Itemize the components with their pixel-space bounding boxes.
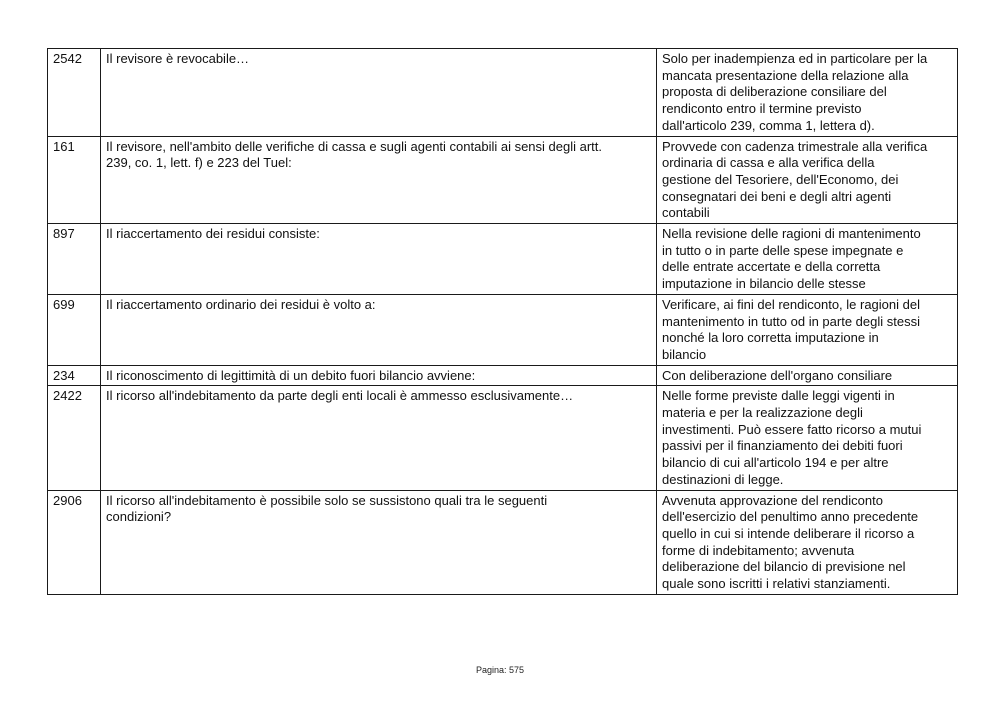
question-id: 897 [48,224,101,295]
question-id: 2906 [48,490,101,594]
table-row [48,224,958,295]
question-text: Il ricorso all'indebitamento da parte degli enti locali è ammesso esclusivamente… [101,386,657,490]
answer-text: Verificare, ai fini del rendiconto, le ragioni del mantenimento in tutto od in parte degli stessi nonché la loro corretta imputazione in bilancio [657,294,958,365]
table-row [48,136,958,224]
table-row [48,49,958,137]
question-text: Il riaccertamento ordinario dei residui è volto a: [101,294,657,365]
question-text: Il riaccertamento dei residui consiste: [101,224,657,295]
answer-text: Nelle forme previste dalle leggi vigenti in materia e per la realizzazione degli investimenti. Può essere fatto ricorso a mutui passivi per il finanziamento dei debiti fuori bilancio di cui all'articolo 194 e per altre destinazioni di legge. [657,386,958,490]
question-id: 161 [48,136,101,224]
question-text: Il revisore è revocabile… [101,49,657,137]
question-id: 699 [48,294,101,365]
question-text: Il riconoscimento di legittimità di un debito fuori bilancio avviene: [101,365,657,386]
answer-text: Con deliberazione dell'organo consiliare [657,365,958,386]
qa-table [47,48,958,595]
question-id: 2422 [48,386,101,490]
table-row [48,294,958,365]
question-id: 2542 [48,49,101,137]
table-row [48,490,958,594]
question-text: Il ricorso all'indebitamento è possibile solo se sussistono quali tra le seguenti condizioni? [101,490,657,594]
answer-text: Nella revisione delle ragioni di mantenimento in tutto o in parte delle spese impegnate e delle entrate accertate e della corretta imputazione in bilancio delle stesse [657,224,958,295]
table-row [48,386,958,490]
question-id: 234 [48,365,101,386]
answer-text: Avvenuta approvazione del rendiconto dell'esercizio del penultimo anno precedente quello in cui si intende deliberare il ricorso a forme di indebitamento; avvenuta deliberazione del bilancio di previsione nel quale sono iscritti i relativi stanziamenti. [657,490,958,594]
table-row [48,365,958,386]
page-number: Pagina: 575 [475,665,525,675]
answer-text: Solo per inadempienza ed in particolare per la mancata presentazione della relazione alla proposta di deliberazione consiliare del rendiconto entro il termine previsto dall'articolo 239, comma 1, lettera d). [657,49,958,137]
answer-text: Provvede con cadenza trimestrale alla verifica ordinaria di cassa e alla verifica della gestione del Tesoriere, dell'Economo, dei consegnatari dei beni e degli altri agenti contabili [657,136,958,224]
question-text: Il revisore, nell'ambito delle verifiche di cassa e sugli agenti contabili ai sensi degli artt. 239, co. 1, lett. f) e 223 del Tuel: [101,136,657,224]
